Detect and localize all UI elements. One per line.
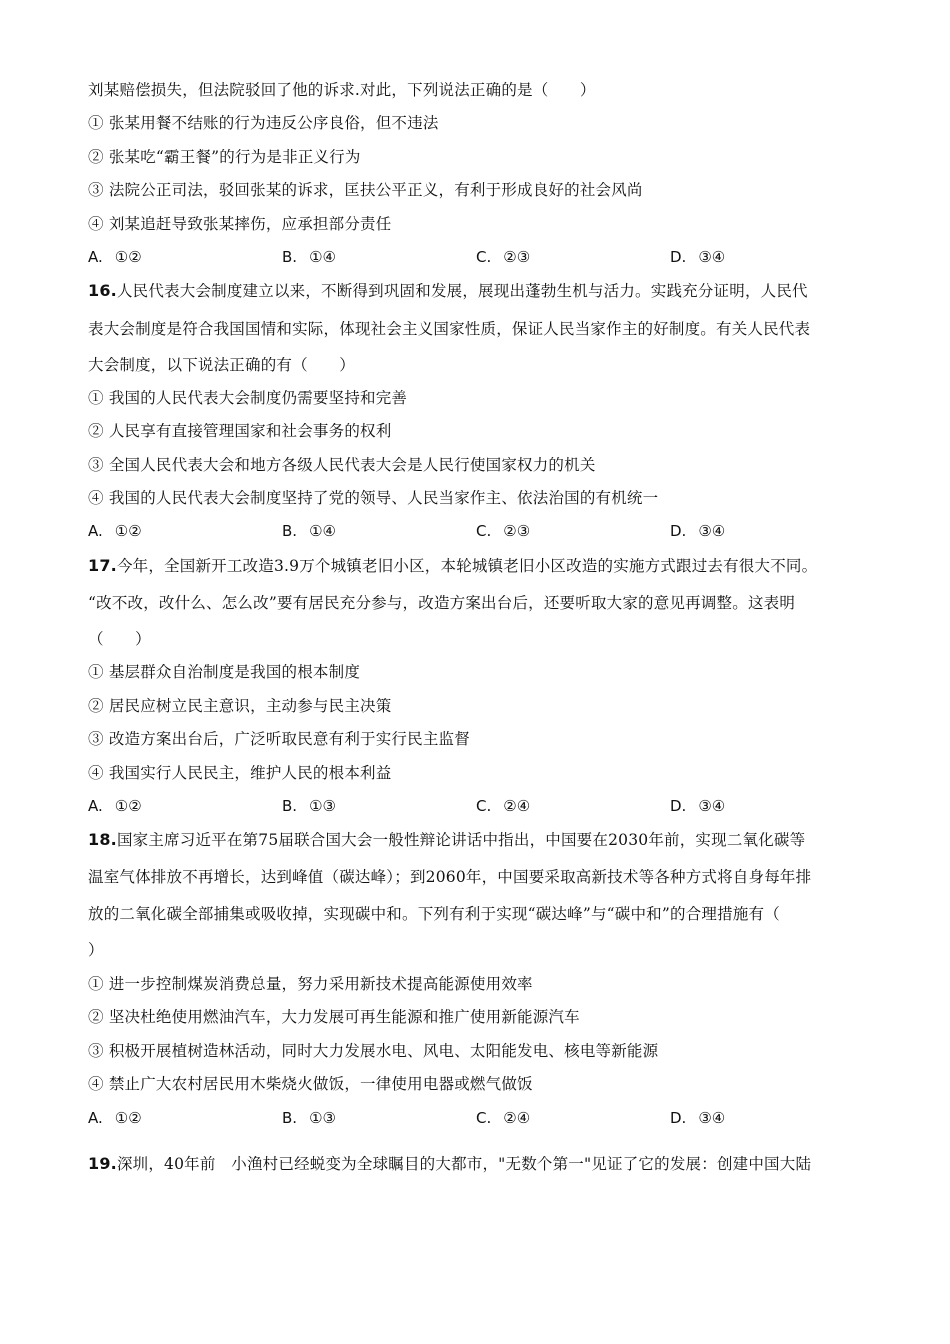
q17-options xyxy=(88,796,868,816)
q15-option-d xyxy=(670,247,725,267)
q15-options xyxy=(88,247,868,267)
q18-option-c xyxy=(476,1108,530,1128)
q18-option-a xyxy=(88,1108,142,1128)
q15-option-a xyxy=(88,247,142,267)
q15-item-1: ① 张某用餐不结账的行为违反公序良俗，但不违法 xyxy=(88,114,439,132)
q16-option-b-text: ①④ xyxy=(309,522,336,540)
q15-option-a-letter: A. xyxy=(88,248,103,266)
q19-stem-line-1 xyxy=(88,1154,811,1174)
q16-options xyxy=(88,521,868,541)
q17-stem-line-2: “改不改，改什么、怎么改”要有居民充分参与，改造方案出台后，还要听取大家的意见再调整。这表明 xyxy=(88,594,796,612)
q16-stem-line-2: 表大会制度是符合我国国情和实际，体现社会主义国家性质，保证人民当家作主的好制度。有关人民代表 xyxy=(88,320,811,338)
q16-option-c-letter: C. xyxy=(476,522,492,540)
q16-option-a-letter: A. xyxy=(88,522,103,540)
q15-option-c-letter: C. xyxy=(476,248,492,266)
q18-option-c-letter: C. xyxy=(476,1109,492,1127)
q15-option-b-letter: B. xyxy=(282,248,298,266)
q18-stem-line-4: ） xyxy=(88,941,104,959)
q17-option-c-letter: C. xyxy=(476,797,492,815)
q16-stem-line-3: 大会制度，以下说法正确的有（ ） xyxy=(88,356,355,374)
q17-number: 17. xyxy=(88,556,117,575)
q16-option-d-text: ③④ xyxy=(698,522,726,540)
q17-stem-line-1 xyxy=(88,556,817,576)
q16-number: 16. xyxy=(88,281,117,300)
q16-option-b xyxy=(282,521,336,541)
q18-option-b xyxy=(282,1108,336,1128)
q15-item-3: ③ 法院公正司法，驳回张某的诉求，匡扶公平正义，有利于形成良好的社会风尚 xyxy=(88,181,643,199)
q17-option-a-letter: A. xyxy=(88,797,103,815)
q18-option-a-letter: A. xyxy=(88,1109,103,1127)
q18-option-d xyxy=(670,1108,725,1128)
q16-item-4: ④ 我国的人民代表大会制度坚持了党的领导、人民当家作主、依法治国的有机统一 xyxy=(88,489,659,507)
q16-option-d-letter: D. xyxy=(670,522,687,540)
q15-option-d-letter: D. xyxy=(670,248,687,266)
q16-option-a xyxy=(88,521,142,541)
q16-option-a-text: ①② xyxy=(114,522,142,540)
q17-option-d-letter: D. xyxy=(670,797,687,815)
q17-option-b-text: ①③ xyxy=(309,797,336,815)
q16-option-c-text: ②③ xyxy=(503,522,531,540)
q17-option-c-text: ②④ xyxy=(503,797,531,815)
q18-item-1: ① 进一步控制煤炭消费总量，努力采用新技术提高能源使用效率 xyxy=(88,975,533,993)
q18-option-d-letter: D. xyxy=(670,1109,687,1127)
q17-stem-text-1: 今年，全国新开工改造3.9万个城镇老旧小区，本轮城镇老旧小区改造的实施方式跟过去有很大不同。 xyxy=(116,557,818,575)
q18-item-2: ② 坚决杜绝使用燃油汽车，大力发展可再生能源和推广使用新能源汽车 xyxy=(88,1008,580,1026)
q15-option-b-text: ①④ xyxy=(309,248,336,266)
q17-item-4: ④ 我国实行人民民主，维护人民的根本利益 xyxy=(88,764,392,782)
q16-option-c xyxy=(476,521,530,541)
q18-number: 18. xyxy=(88,830,117,849)
q16-option-d xyxy=(670,521,725,541)
q17-option-a-text: ①② xyxy=(114,797,142,815)
q18-option-b-letter: B. xyxy=(282,1109,298,1127)
q17-option-b-letter: B. xyxy=(282,797,298,815)
q18-option-d-text: ③④ xyxy=(698,1109,726,1127)
q18-option-b-text: ①③ xyxy=(309,1109,336,1127)
q16-stem-text-1: 人民代表大会制度建立以来，不断得到巩固和发展，展现出蓬勃生机与活力。实践充分证明，人民代 xyxy=(116,282,808,300)
q18-options xyxy=(88,1108,868,1128)
q17-item-2: ② 居民应树立民主意识，主动参与民主决策 xyxy=(88,697,392,715)
q17-option-d xyxy=(670,796,725,816)
q17-item-3: ③ 改造方案出台后，广泛听取民意有利于实行民主监督 xyxy=(88,730,470,748)
q18-item-3: ③ 积极开展植树造林活动，同时大力发展水电、风电、太阳能发电、核电等新能源 xyxy=(88,1042,659,1060)
q17-item-1: ① 基层群众自治制度是我国的根本制度 xyxy=(88,663,361,681)
q18-stem-line-2: 温室气体排放不再增长，达到峰值（碳达峰）；到2060年，中国要采取高新技术等各种方式将自身每年排 xyxy=(88,868,812,886)
q17-stem-line-3: （ ） xyxy=(88,630,151,648)
q19-number: 19. xyxy=(88,1154,117,1173)
q18-option-c-text: ②④ xyxy=(503,1109,531,1127)
q15-item-4: ④ 刘某追赶导致张某摔伤，应承担部分责任 xyxy=(88,215,392,233)
q18-stem-text-1: 国家主席习近平在第75届联合国大会一般性辩论讲话中指出，中国要在2030年前，实现二氧化碳等 xyxy=(116,831,806,849)
q16-stem-line-1 xyxy=(88,281,808,301)
q16-item-2: ② 人民享有直接管理国家和社会事务的权利 xyxy=(88,422,392,440)
q16-item-1: ① 我国的人民代表大会制度仍需要坚持和完善 xyxy=(88,389,408,407)
q15-option-d-text: ③④ xyxy=(698,248,726,266)
q15-option-a-text: ①② xyxy=(114,248,142,266)
q18-option-a-text: ①② xyxy=(114,1109,142,1127)
q17-option-b xyxy=(282,796,336,816)
q17-option-c xyxy=(476,796,530,816)
q18-stem-line-1 xyxy=(88,830,805,850)
q18-stem-line-3: 放的二氧化碳全部捕集或吸收掉，实现碳中和。下列有利于实现“碳达峰”与“碳中和”的合理措施有（ xyxy=(88,905,780,923)
q17-option-a xyxy=(88,796,142,816)
q15-item-2: ② 张某吃“霸王餐”的行为是非正义行为 xyxy=(88,148,361,166)
q17-option-d-text: ③④ xyxy=(698,797,726,815)
q15-option-b xyxy=(282,247,336,267)
q15-option-c-text: ②③ xyxy=(503,248,531,266)
q16-option-b-letter: B. xyxy=(282,522,298,540)
q19-stem-text-1: 深圳，40年前 小渔村已经蜕变为全球瞩目的大都市，"无数个第一"见证了它的发展：创建中国大陆 xyxy=(116,1155,812,1173)
q18-item-4: ④ 禁止广大农村居民用木柴烧火做饭，一律使用电器或燃气做饭 xyxy=(88,1075,533,1093)
q15-stem-tail: 刘某赔偿损失，但法院驳回了他的诉求.对此，下列说法正确的是（ ） xyxy=(88,81,596,99)
q16-item-3: ③ 全国人民代表大会和地方各级人民代表大会是人民行使国家权力的机关 xyxy=(88,456,596,474)
q15-option-c xyxy=(476,247,530,267)
